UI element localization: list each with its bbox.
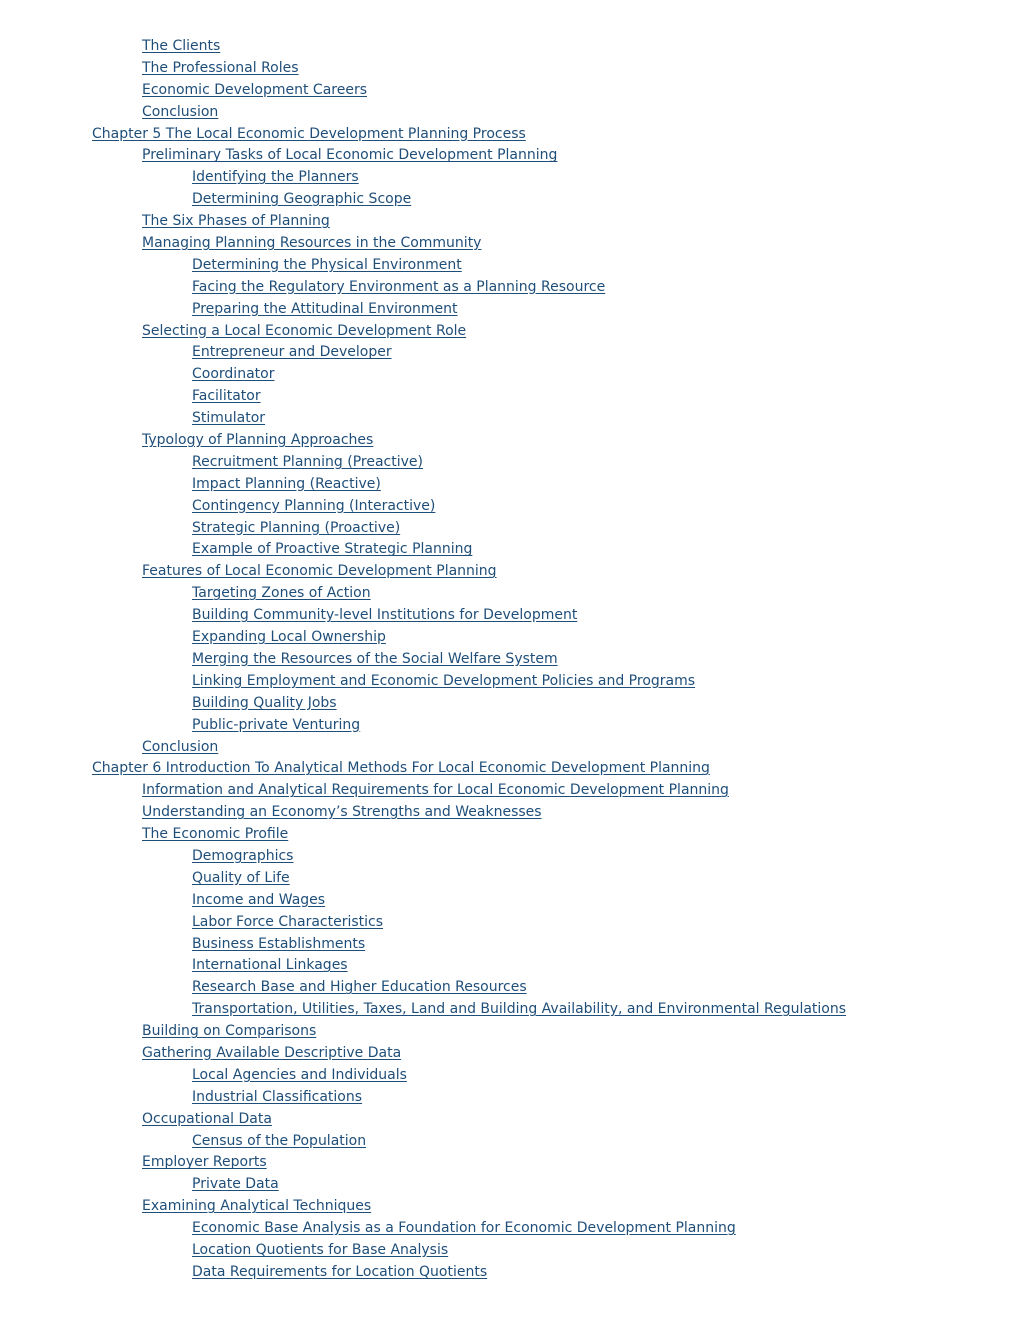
toc-section-link[interactable]: Typology of Planning Approaches <box>142 432 374 449</box>
toc-section-item <box>0 102 846 124</box>
toc-section-link[interactable]: Occupational Data <box>142 1110 272 1127</box>
toc-section-item <box>0 890 846 912</box>
toc-section-link[interactable]: Coordinator <box>192 366 275 383</box>
toc-section-link[interactable]: Research Base and Higher Education Resources <box>192 979 527 996</box>
toc-section-item <box>0 561 846 583</box>
toc-section-item <box>0 715 846 737</box>
toc-section-link[interactable]: Information and Analytical Requirements for Local Economic Development Planning <box>142 782 729 799</box>
toc-section-link[interactable]: Data Requirements for Location Quotients <box>192 1263 488 1280</box>
toc-section-item <box>0 802 846 824</box>
toc-chapter-link[interactable]: Chapter 5 The Local Economic Development Planning Process <box>92 125 526 142</box>
toc-section-link[interactable]: Targeting Zones of Action <box>192 585 371 602</box>
toc-section-link[interactable]: Strategic Planning (Proactive) <box>192 519 401 536</box>
toc-section-link[interactable]: Expanding Local Ownership <box>192 629 386 646</box>
toc-section-link[interactable]: Stimulator <box>192 410 266 427</box>
toc-section-item <box>0 955 846 977</box>
toc-section-item <box>0 1131 846 1153</box>
toc-section-item <box>0 277 846 299</box>
toc-section-link[interactable]: The Economic Profile <box>142 826 289 843</box>
toc-section-item <box>0 1021 846 1043</box>
toc-section-link[interactable]: Recruitment Planning (Preactive) <box>192 453 423 470</box>
toc-section-link[interactable]: Linking Employment and Economic Development Policies and Programs <box>192 672 696 689</box>
toc-section-item <box>0 1087 846 1109</box>
toc-section-link[interactable]: Employer Reports <box>142 1154 267 1171</box>
toc-section-item <box>0 474 846 496</box>
toc-section-link[interactable]: Gathering Available Descriptive Data <box>142 1044 402 1061</box>
toc-section-link[interactable]: Census of the Population <box>192 1132 367 1149</box>
toc-section-item <box>0 649 846 671</box>
toc-section-item <box>0 58 846 80</box>
toc-section-link[interactable]: Selecting a Local Economic Development Role <box>142 322 467 339</box>
toc-section-item <box>0 868 846 890</box>
toc-section-link[interactable]: Building Quality Jobs <box>192 694 337 711</box>
toc-section-link[interactable]: The Professional Roles <box>142 59 299 76</box>
toc-section-link[interactable]: Business Establishments <box>192 935 366 952</box>
toc-section-link[interactable]: Building Community-level Institutions for Development <box>192 607 578 624</box>
toc-section-item <box>0 211 846 233</box>
toc-section-item <box>0 452 846 474</box>
toc-chapter-item <box>0 758 846 780</box>
toc-section-item <box>0 1065 846 1087</box>
toc-section-link[interactable]: Impact Planning (Reactive) <box>192 475 381 492</box>
toc-section-link[interactable]: Understanding an Economy’s Strengths and Weaknesses <box>142 804 542 821</box>
toc-section-link[interactable]: Contingency Planning (Interactive) <box>192 497 436 514</box>
toc-section-item <box>0 189 846 211</box>
toc-section-link[interactable]: Facing the Regulatory Environment as a Planning Resource <box>192 278 606 295</box>
toc-section-item <box>0 408 846 430</box>
toc-section-link[interactable]: Conclusion <box>142 103 219 120</box>
toc-section-item <box>0 824 846 846</box>
toc-section-link[interactable]: Example of Proactive Strategic Planning <box>192 541 473 558</box>
toc-section-item <box>0 693 846 715</box>
toc-section-link[interactable]: Economic Base Analysis as a Foundation for Economic Development Planning <box>192 1220 736 1237</box>
toc-section-item <box>0 627 846 649</box>
toc-chapter-item <box>0 124 846 146</box>
toc-section-item <box>0 342 846 364</box>
toc-section-link[interactable]: International Linkages <box>192 957 348 974</box>
toc-section-item <box>0 912 846 934</box>
toc-section-item <box>0 1196 846 1218</box>
toc-section-item <box>0 233 846 255</box>
toc-section-item <box>0 977 846 999</box>
toc-section-item <box>0 80 846 102</box>
toc-section-link[interactable]: Transportation, Utilities, Taxes, Land and Building Availability, and Environmental Regulations <box>192 1001 847 1018</box>
toc-section-link[interactable]: Income and Wages <box>192 891 326 908</box>
toc-section-item <box>0 145 846 167</box>
toc-section-item <box>0 36 846 58</box>
toc-section-link[interactable]: Local Agencies and Individuals <box>192 1066 407 1083</box>
toc-section-item <box>0 1240 846 1262</box>
toc-section-item <box>0 1109 846 1131</box>
toc-section-link[interactable]: Conclusion <box>142 738 219 755</box>
toc-section-item <box>0 167 846 189</box>
toc-section-item <box>0 780 846 802</box>
toc-section-item <box>0 1152 846 1174</box>
toc-section-item <box>0 999 846 1021</box>
toc-section-item <box>0 299 846 321</box>
toc-section-link[interactable]: Determining Geographic Scope <box>192 191 412 208</box>
toc-section-item <box>0 605 846 627</box>
toc-section-link[interactable]: Economic Development Careers <box>142 81 367 98</box>
toc-section-item <box>0 671 846 693</box>
toc-section-item <box>0 846 846 868</box>
toc-section-link[interactable]: The Six Phases of Planning <box>142 213 330 230</box>
table-of-contents <box>0 36 846 1284</box>
toc-section-item <box>0 539 846 561</box>
toc-section-link[interactable]: Facilitator <box>192 388 261 405</box>
toc-section-link[interactable]: Entrepreneur and Developer <box>192 344 392 361</box>
toc-section-link[interactable]: Private Data <box>192 1176 279 1193</box>
toc-section-item <box>0 496 846 518</box>
toc-section-item <box>0 321 846 343</box>
toc-section-link[interactable]: Building on Comparisons <box>142 1023 317 1040</box>
toc-section-link[interactable]: Managing Planning Resources in the Community <box>142 235 482 252</box>
toc-section-link[interactable]: Examining Analytical Techniques <box>142 1198 372 1215</box>
toc-section-item <box>0 518 846 540</box>
toc-section-link[interactable]: Quality of Life <box>192 869 290 886</box>
toc-section-item <box>0 934 846 956</box>
toc-section-link[interactable]: Determining the Physical Environment <box>192 256 462 273</box>
toc-section-link[interactable]: Preliminary Tasks of Local Economic Development Planning <box>142 147 558 164</box>
toc-section-item <box>0 737 846 759</box>
toc-section-item <box>0 583 846 605</box>
toc-chapter-link[interactable]: Chapter 6 Introduction To Analytical Methods For Local Economic Development Planning <box>92 760 710 777</box>
toc-section-item <box>0 1262 846 1284</box>
toc-section-item <box>0 430 846 452</box>
toc-section-link[interactable]: Public-private Venturing <box>192 716 361 733</box>
toc-section-link[interactable]: Industrial Classifications <box>192 1088 363 1105</box>
toc-section-item <box>0 255 846 277</box>
toc-section-link[interactable]: Identifying the Planners <box>192 169 359 186</box>
toc-section-link[interactable]: Merging the Resources of the Social Welfare System <box>192 650 558 667</box>
toc-section-link[interactable]: Labor Force Characteristics <box>192 913 384 930</box>
toc-section-item <box>0 386 846 408</box>
toc-section-link[interactable]: Preparing the Attitudinal Environment <box>192 300 458 317</box>
toc-section-link[interactable]: Demographics <box>192 847 294 864</box>
toc-section-link[interactable]: Features of Local Economic Development Planning <box>142 563 497 580</box>
toc-section-item <box>0 1174 846 1196</box>
toc-section-link[interactable]: Location Quotients for Base Analysis <box>192 1241 449 1258</box>
toc-section-link[interactable]: The Clients <box>142 38 221 54</box>
toc-section-item <box>0 1043 846 1065</box>
toc-section-item <box>0 1218 846 1240</box>
toc-section-item <box>0 364 846 386</box>
